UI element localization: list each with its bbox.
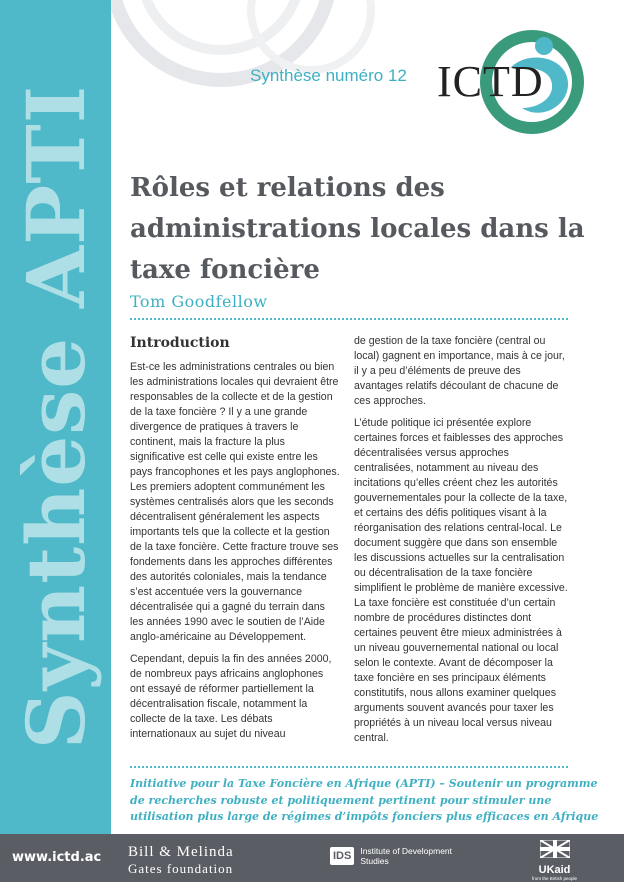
paragraph: de gestion de la taxe foncière (central ou local) gagnent en importance, mais à ce jour, il y a peu d’éléments de preuve des avantages relatifs découlant de chacune de ces approches. <box>354 335 565 407</box>
ukaid-sub: from the British people <box>532 876 578 881</box>
paragraph: Cependant, depuis la fin des années 2000, de nombreux pays africains anglophones ont essayé de réformer partiellement la décentralisation fiscale, notamment la collecte de la taxe. Les débats internationaux au sujet du niveau <box>130 653 332 740</box>
logo-text: ICTD <box>437 57 544 106</box>
column-2 <box>354 334 568 753</box>
ids-logo <box>330 846 470 866</box>
series-label: Synthèse numéro 12 <box>250 66 407 85</box>
gates-line2: Gates foundation <box>128 861 234 876</box>
vertical-series-title: Synthèse APTI <box>9 84 103 750</box>
divider-top <box>130 318 568 320</box>
union-flag-icon <box>540 840 570 858</box>
ids-badge: IDS <box>330 847 354 865</box>
intro-heading: Introduction <box>130 335 230 351</box>
paragraph: Est-ce les administrations centrales ou bien les administrations locales qui devraient être responsables de la collecte et de la gestion de la taxe foncière ? Il y a une grande divergence de pratiques à travers le continent, mais la fracture la plus significative est celle qui existe entre les pays francophones et les pays anglophones. Les premiers adoptent communément les systèmes centralisés alors que les seconds décentralisent généralement les aspects importants tels que la collecte et la gestion de la taxe foncière. Cette fracture trouve ses fondements dans les approches différentes des autorités coloniales, mais la tendance s’est accentuée vers la gouvernance décentralisée qui a gagné du terrain dans les années 1990 avec le soutien de l’Aide anglo-américaine au Développement. <box>130 361 340 643</box>
ukaid-text: UKaid <box>538 864 571 876</box>
gates-line1: Bill & Melinda <box>128 844 234 860</box>
website-link[interactable]: www.ictd.ac <box>12 850 102 865</box>
tagline: Initiative pour la Taxe Foncière en Afrique (APTI) – Soutenir un programme de recherches robuste et politiquement pertinent pour stimuler une utilisation plus large de régimes d’impôts fonciers plus efficaces en Afrique <box>130 777 599 823</box>
column-1 <box>130 360 340 749</box>
footer <box>0 834 624 882</box>
ukaid-logo <box>532 840 577 881</box>
gates-foundation-logo <box>128 844 234 877</box>
sidebar-band <box>0 0 111 834</box>
divider-bottom <box>130 766 568 768</box>
ids-label: Institute of Development Studies <box>360 846 453 866</box>
page-title: Rôles et relations des administrations locales dans la taxe foncière <box>130 173 585 285</box>
paragraph: L’étude politique ici présentée explore certaines forces et faiblesses des approches décentralisées versus approches centralisées, notamment au niveau des incitations qu’elles créent chez les autorités gouvernementales pour la collecte de la taxe, et certains des défis politiques visant à la réorganisation des relations central-local. Le document suggère que dans son ensemble les discussions actuelles sur la centralisation ou décentralisation de la taxe foncière simplifient le problème de manière excessive. La taxe foncière est constituée d’un certain nombre de procédures distinctes dont certaines peuvent être mieux administrées à un niveau gouvernemental national ou local selon le contexte. Avant de décomposer la taxe foncière en ses principaux éléments constitutifs, nous allons examiner quelques arguments souvent avancés pour taxer les propriétés à un niveau local versus niveau central. <box>354 417 568 744</box>
ictd-logo <box>437 28 590 136</box>
author: Tom Goodfellow <box>130 292 268 311</box>
